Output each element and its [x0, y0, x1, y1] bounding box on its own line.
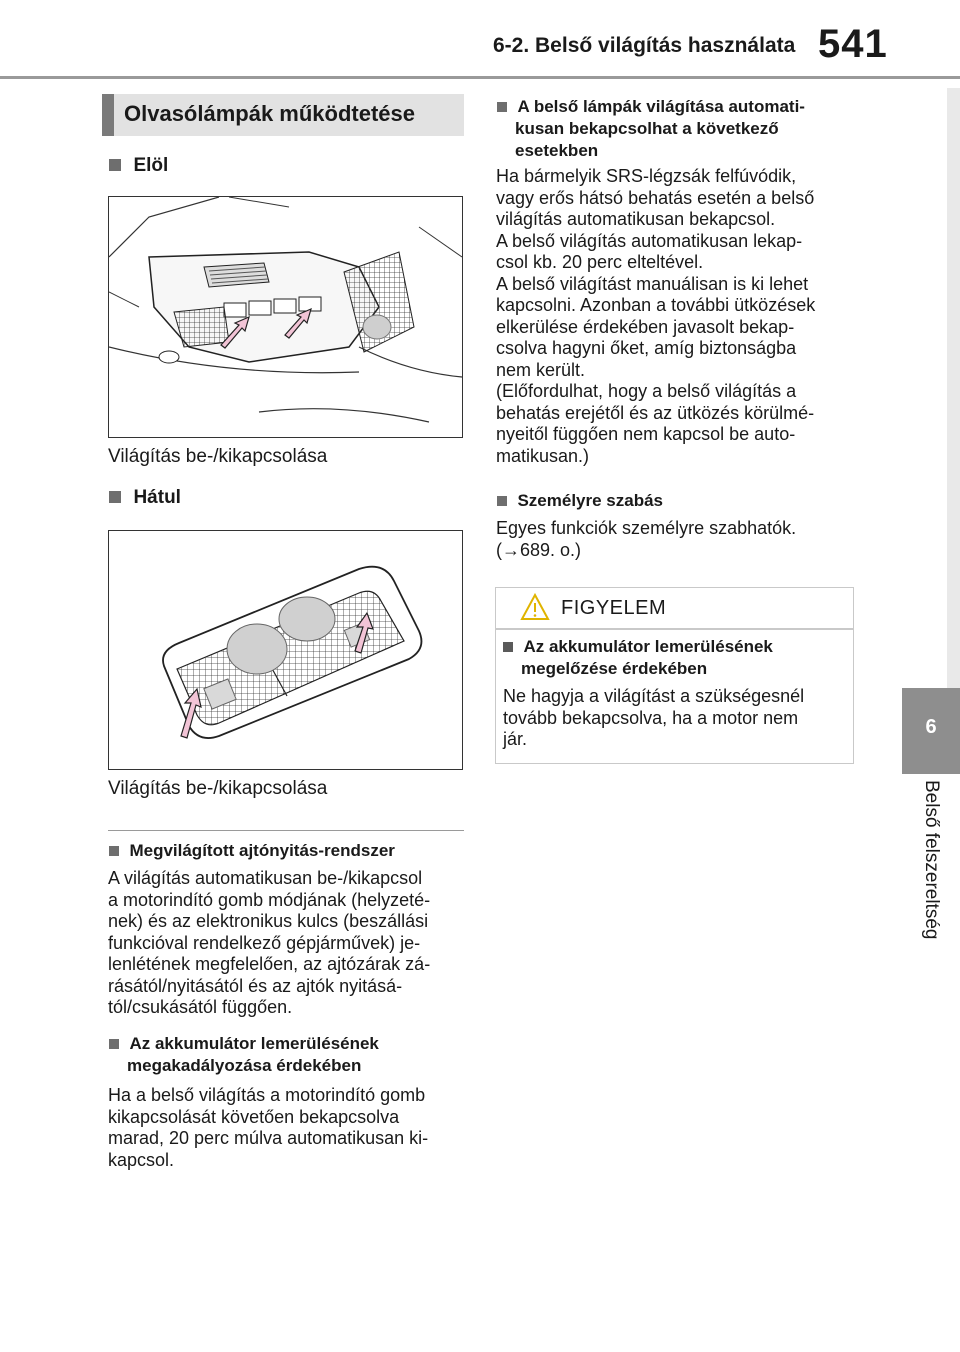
- auto-heading-line-2: kusan bekapcsolhat a következő: [515, 119, 779, 138]
- front-light-figure: [108, 196, 463, 438]
- battery-heading-line-1: Az akkumulátor lemerülésének: [129, 1034, 379, 1053]
- rear-dome-light-illustration: [109, 531, 462, 769]
- warning-heading: [503, 636, 773, 658]
- door-heading: [109, 840, 395, 862]
- warning-title: FIGYELEM: [561, 597, 667, 619]
- custom-text: Egyes funkciók személyre szabhatók. (→689. o.): [496, 518, 797, 560]
- chapter-number: 6: [925, 716, 937, 738]
- auto-heading-line-1: A belső lámpák világítása automati-: [517, 97, 805, 116]
- square-bullet-icon: [109, 1039, 119, 1049]
- square-bullet-icon: [497, 102, 507, 112]
- rear-heading-label: Hátul: [133, 487, 181, 508]
- auto-heading-line-3: esetekben: [515, 141, 599, 160]
- battery-heading: [109, 1033, 379, 1055]
- warning-header-rule: [495, 628, 854, 630]
- custom-heading-label: Személyre szabás: [517, 491, 663, 510]
- header-rule: [0, 76, 960, 79]
- rear-heading: [109, 487, 181, 509]
- front-heading: [109, 155, 168, 177]
- front-overhead-console-illustration: [109, 197, 462, 437]
- battery-heading-line-2: megakadályozása érdekében: [127, 1056, 362, 1075]
- page-title: Olvasólámpák működtetése: [124, 101, 416, 126]
- chapter-title: Belső felszereltség: [921, 780, 942, 940]
- square-bullet-icon: [109, 846, 119, 856]
- title-bar-accent: [102, 94, 114, 136]
- rear-light-figure: [108, 530, 463, 770]
- front-caption: Világítás be-/kikapcsolása: [108, 446, 328, 467]
- battery-text: Ha a belső világítás a motorindító gomb kikapcsolását követően bekapcsolva marad, 20 perc múlva automatikusan ki- kapcsol.: [108, 1085, 429, 1170]
- side-strip: [947, 88, 960, 688]
- rear-caption: Világítás be-/kikapcsolása: [108, 778, 328, 799]
- square-bullet-icon: [497, 496, 507, 506]
- auto-heading: [497, 96, 805, 118]
- square-bullet-icon: [109, 491, 121, 503]
- section-title: 6-2. Belső világítás használata: [493, 34, 796, 57]
- square-bullet-icon: [109, 159, 121, 171]
- front-heading-label: Elöl: [133, 155, 169, 176]
- custom-heading: [497, 490, 663, 512]
- page-number: 541: [818, 22, 888, 66]
- warning-heading-line-1: Az akkumulátor lemerülésének: [523, 637, 773, 656]
- divider: [108, 830, 464, 831]
- warning-triangle-icon: [520, 593, 550, 626]
- door-heading-label: Megvilágított ajtónyitás-rendszer: [129, 841, 395, 860]
- door-text: A világítás automatikusan be-/kikapcsol a motorindító gomb módjának (helyzeté- nek) és az elektronikus kulcs (beszállási funkcióval rendelkező gépjárművek) je- lenlétének megfelelően, az ajtózárak zá- rásától/nyitásától és az ajtók nyitásá- tól/csukásától függően.: [108, 868, 431, 1017]
- warning-text: Ne hagyja a világítást a szükségesnél tovább bekapcsolva, ha a motor nem jár.: [503, 686, 805, 749]
- square-bullet-icon: [503, 642, 513, 652]
- auto-text: Ha bármelyik SRS-légzsák felfúvódik, vagy erős hátsó behatás esetén a belső világítás automatikusan bekapcsol. A belső világítás automatikusan lekap- csol kb. 20 perc elteltével. A belső világítást manuálisan is ki lehet kapcsolni. Azonban a további ütközések elkerülése érdekében javasolt bekap- csolva hagyni őket, amíg biztonságba nem került. (Előfordulhat, hogy a belső világítás a behatás erejétől és az ütközés körülmé- nyeitől függően nem kapcsol be auto- matikusan.): [496, 166, 816, 466]
- warning-heading-line-2: megelőzése érdekében: [521, 659, 708, 678]
